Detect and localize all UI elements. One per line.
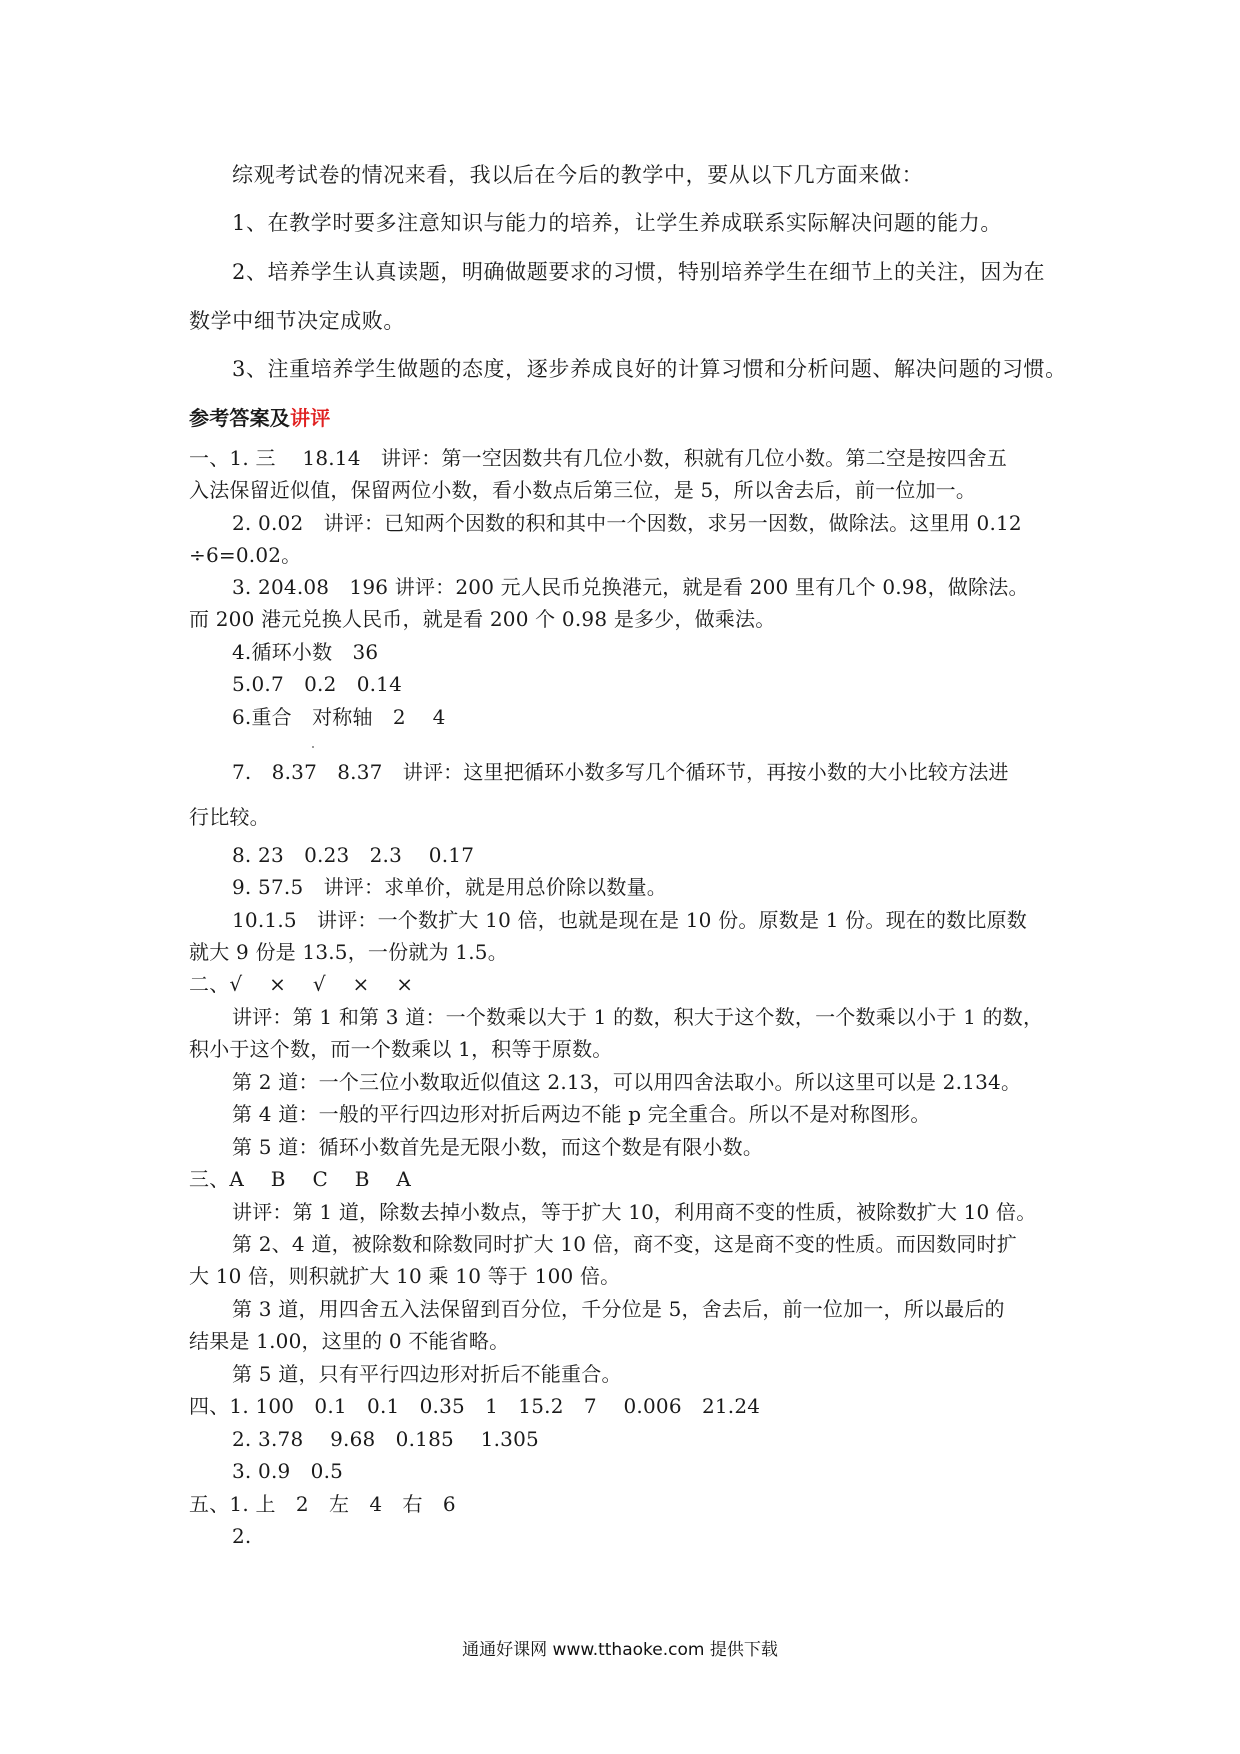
answer-line: 积小于这个数，而一个数乘以 1，积等于原数。 xyxy=(189,1037,613,1061)
answers-heading-text: 参考答案及 xyxy=(189,406,290,430)
plan-item-1: 1、在教学时要多注意知识与能力的培养，让学生养成联系实际解决问题的能力。 xyxy=(232,211,1002,235)
answers-heading-highlight: 讲评 xyxy=(290,406,331,430)
answer-line: 2. 3.78 9.68 0.185 1.305 xyxy=(232,1427,539,1451)
answer-line: 五、1. 上 2 左 4 右 6 xyxy=(189,1492,456,1516)
answer-line: 结果是 1.00，这里的 0 不能省略。 xyxy=(189,1329,510,1353)
answer-line: 10.1.5 讲评：一个数扩大 10 倍，也就是现在是 10 份。原数是 1 份。现在的数比原数 xyxy=(232,908,1027,932)
answer-line: 讲评：第 1 和第 3 道：一个数乘以大于 1 的数，积大于这个数，一个数乘以小于 1 的数， xyxy=(232,1005,1044,1029)
answer-line: 3. 204.08 196 讲评：200 元人民币兑换港元，就是看 200 里有几个 0.98，做除法。 xyxy=(232,575,1029,599)
answer-line: 3. 0.9 0.5 xyxy=(232,1459,344,1483)
answer-line: 6.重合 对称轴 2 4 xyxy=(232,705,446,729)
answer-line: 大 10 倍，则积就扩大 10 乘 10 等于 100 倍。 xyxy=(189,1264,621,1288)
answer-line: 7. 8.37 8.37 讲评：这里把循环小数多写几个循环节，再按小数的大小比较方法进 xyxy=(232,760,1009,784)
answer-line: 入法保留近似值，保留两位小数，看小数点后第三位，是 5，所以舍去后，前一位加一。 xyxy=(189,478,977,502)
answer-line: 2. 0.02 讲评：已知两个因数的积和其中一个因数，求另一因数，做除法。这里用 0.12 xyxy=(232,511,1022,535)
answer-line: 2. xyxy=(232,1524,252,1548)
page-footer: 通通好课网 www.tthaoke.com 提供下载 xyxy=(462,1640,778,1660)
answer-line: 第 4 道：一般的平行四边形对折后两边不能 p 完全重合。所以不是对称图形。 xyxy=(232,1102,931,1126)
answer-line: 第 2、4 道，被除数和除数同时扩大 10 倍，商不变，这是商不变的性质。而因数同时扩 xyxy=(232,1232,1017,1256)
answer-line: 三、A B C B A xyxy=(189,1167,412,1191)
answer-line: ÷6=0.02。 xyxy=(189,543,302,567)
answer-line: 第 3 道，用四舍五入法保留到百分位，千分位是 5，舍去后，前一位加一，所以最后的 xyxy=(232,1297,1005,1321)
plan-item-2: 2、培养学生认真读题，明确做题要求的习惯，特别培养学生在细节上的关注，因为在 xyxy=(232,260,1046,284)
answer-line: 第 5 道：循环小数首先是无限小数，而这个数是有限小数。 xyxy=(232,1135,764,1159)
answer-line: 第 5 道，只有平行四边形对折后不能重合。 xyxy=(232,1362,622,1386)
answer-line: 二、√ × √ × × xyxy=(189,972,414,996)
answers-heading xyxy=(189,406,330,430)
plan-item-2-continued: 数学中细节决定成败。 xyxy=(189,309,405,333)
answer-line: 就大 9 份是 13.5，一份就为 1.5。 xyxy=(189,940,508,964)
answer-line: 第 2 道：一个三位小数取近似值这 2.13，可以用四舍法取小。所以这里可以是 2.134。 xyxy=(232,1070,1022,1094)
answer-line: 讲评：第 1 道，除数去掉小数点，等于扩大 10，利用商不变的性质，被除数扩大 10 倍。 xyxy=(232,1200,1037,1224)
stray-mark xyxy=(312,746,314,748)
plan-item-3: 3、注重培养学生做题的态度，逐步养成良好的计算习惯和分析问题、解决问题的习惯。 xyxy=(232,357,1067,381)
answer-line: 8. 23 0.23 2.3 0.17 xyxy=(232,843,475,867)
answer-line: 而 200 港元兑换人民币，就是看 200 个 0.98 是多少，做乘法。 xyxy=(189,607,776,631)
answer-line: 四、1. 100 0.1 0.1 0.35 1 15.2 7 0.006 21.24 xyxy=(189,1394,761,1418)
answer-line: 4.循环小数 36 xyxy=(232,640,379,664)
answer-line: 9. 57.5 讲评：求单价，就是用总价除以数量。 xyxy=(232,875,667,899)
answer-line: 一、1. 三 18.14 讲评：第一空因数共有几位小数，积就有几位小数。第二空是按四舍五 xyxy=(189,446,1008,470)
answer-line: 5.0.7 0.2 0.14 xyxy=(232,672,403,696)
answer-line: 行比较。 xyxy=(189,805,270,829)
summary-paragraph: 综观考试卷的情况来看，我以后在今后的教学中，要从以下几方面来做： xyxy=(232,163,924,187)
